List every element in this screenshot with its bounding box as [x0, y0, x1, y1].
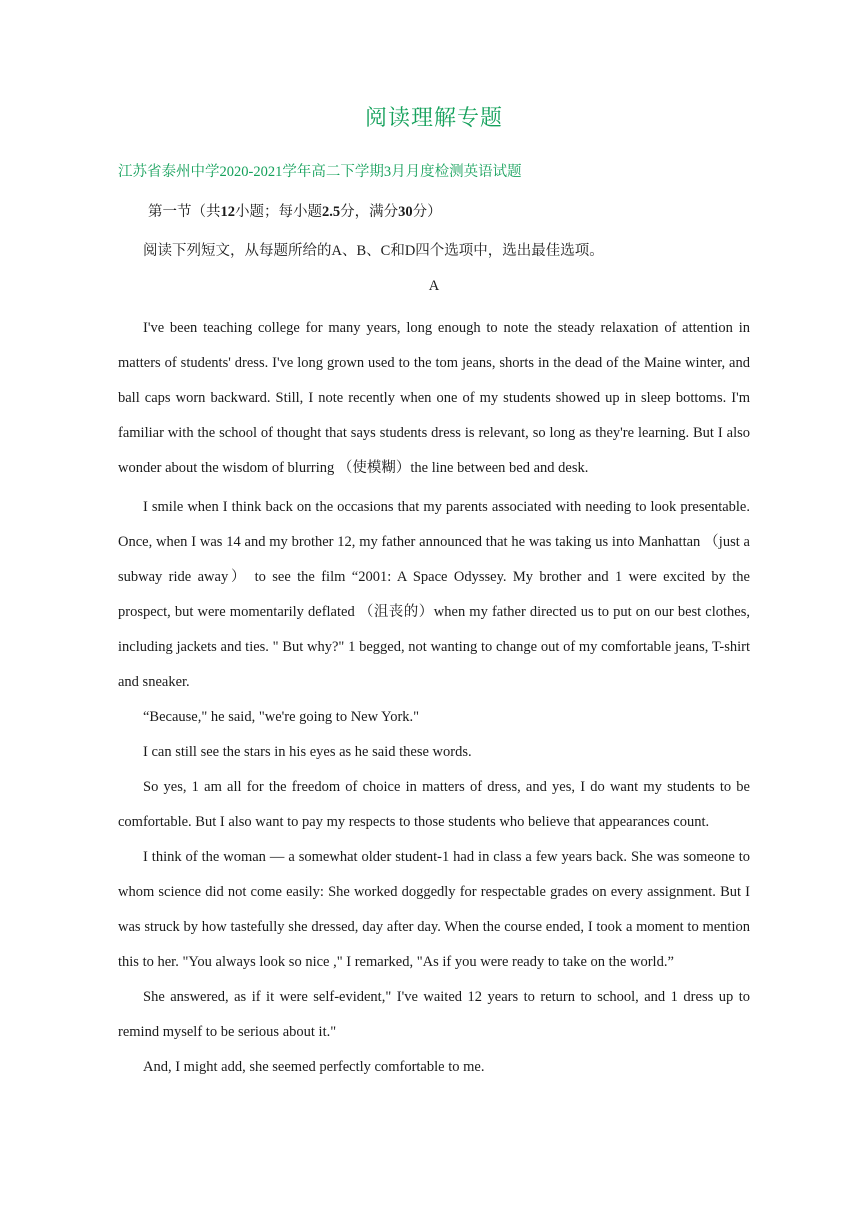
- passage-body: [118, 311, 750, 1085]
- section-mid2: 分，满分: [340, 204, 399, 220]
- paragraph: “Because," he said, "we're going to New York.": [143, 709, 420, 725]
- section-post: 分）: [412, 204, 442, 220]
- paragraph: So yes, 1 am all for the freedom of choice in matters of dress, and yes, I do want my students to be comfortable. But I also want to pay my respects to those students who believe that appearances count.: [118, 779, 750, 830]
- document-title: 阅读理解专题: [364, 105, 503, 130]
- section-header: [148, 200, 442, 221]
- section-pre: 第一节（共: [148, 204, 221, 220]
- paragraph: And, I might add, she seemed perfectly comfortable to me.: [143, 1059, 485, 1075]
- paragraph: I've been teaching college for many years, long enough to note the steady relaxation of attention in matters of students' dress. I've long grown used to the tom jeans, shorts in the dead of the Maine winter, and ball caps worn backward. Still, I note recently when one of my students showed up in sleep bottoms. I'm familiar with the school of thought that says students dress is relevant, so long as they're learning. But I also wonder about the wisdom of blurring （使模糊）the line between bed and desk.: [118, 320, 750, 476]
- points-each: 2.5: [322, 204, 341, 220]
- points-total: 30: [398, 204, 413, 220]
- passage-letter: A: [428, 278, 440, 294]
- paragraph: I think of the woman — a somewhat older student-1 had in class a few years back. She was someone to whom science did not come easily: She worked doggedly for respectable grades on every assignment. But I was struck by how tastefully she dressed, day after day. When the course ended, I took a moment to mention this to her. "You always look so nice ," I remarked, "As if you were ready to take on the world.”: [118, 849, 750, 970]
- instructions: 阅读下列短文，从每题所给的A、B、C和D四个选项中，选出最佳选项。: [143, 243, 604, 259]
- question-count: 12: [220, 204, 235, 220]
- section-mid1: 小题；每小题: [235, 204, 322, 220]
- exam-source-subtitle: 江苏省泰州中学2020-2021学年高二下学期3月月度检测英语试题: [118, 164, 522, 180]
- paragraph: I smile when I think back on the occasions that my parents associated with needing to look presentable. Once, when I was 14 and my brother 12, my father announced that he was taking us into Manhattan （just a subway ride away） to see the film “2001: A Space Odyssey. My brother and 1 were excited by the prospect, but were momentarily deflated （沮丧的）when my father directed us to put on our best clothes, including jackets and ties. " But why?" 1 begged, not wanting to change out of my comfortable jeans, T-shirt and sneaker.: [118, 499, 750, 690]
- paragraph: I can still see the stars in his eyes as he said these words.: [143, 744, 472, 760]
- paragraph: She answered, as if it were self-evident," I've waited 12 years to return to school, and 1 dress up to remind myself to be serious about it.": [118, 989, 750, 1040]
